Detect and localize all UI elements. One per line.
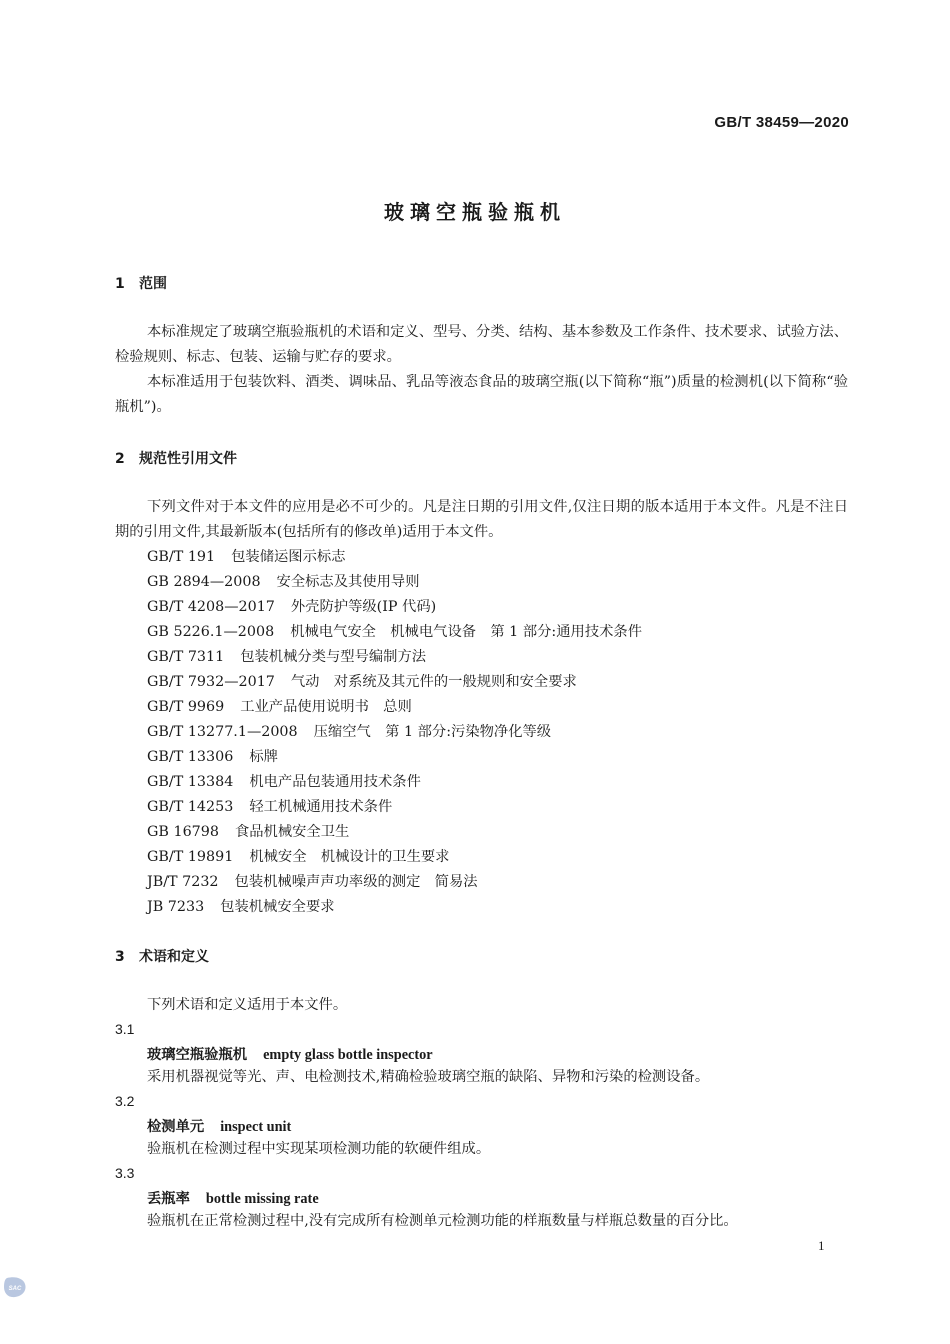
reference-title: 轻工机械通用技术条件 xyxy=(249,799,393,815)
reference-code: GB/T 7932—2017 xyxy=(147,674,275,690)
term-definition: 采用机器视觉等光、声、电检测技术,精确检验玻璃空瓶的缺陷、异物和污染的检测设备。 xyxy=(147,1069,710,1085)
reference-item xyxy=(147,620,642,645)
reference-item xyxy=(147,770,421,795)
term-name xyxy=(147,1116,291,1136)
reference-code: GB/T 7311 xyxy=(147,649,225,665)
reference-code: JB 7233 xyxy=(147,899,205,915)
reference-code: JB/T 7232 xyxy=(147,874,219,890)
reference-code: GB/T 13306 xyxy=(147,749,234,765)
term-name-cn: 玻璃空瓶验瓶机 xyxy=(147,1047,248,1063)
section-2-heading xyxy=(115,448,237,468)
term-name xyxy=(147,1188,319,1208)
reference-item xyxy=(147,820,349,845)
document-title: 玻璃空瓶验瓶机 xyxy=(384,200,566,224)
term-name-cn: 检测单元 xyxy=(147,1119,205,1135)
term-number: 3.2 xyxy=(115,1093,135,1109)
reference-title: 包装机械分类与型号编制方法 xyxy=(240,649,427,665)
scope-paragraph-2: 本标准适用于包装饮料、酒类、调味品、乳品等液态食品的玻璃空瓶(以下简称“瓶”)质量的检测机(以下简称“验瓶机”)。 xyxy=(115,374,848,415)
term-name-en: empty glass bottle inspector xyxy=(263,1047,433,1063)
reference-code: GB 2894—2008 xyxy=(147,574,261,590)
reference-code: GB 16798 xyxy=(147,824,219,840)
reference-item xyxy=(147,645,426,670)
reference-item xyxy=(147,895,335,920)
sac-logo-icon xyxy=(3,1276,27,1298)
reference-title: 包装机械噪声声功率级的测定 简易法 xyxy=(234,874,478,890)
reference-code: GB/T 9969 xyxy=(147,699,225,715)
reference-title: 安全标志及其使用导则 xyxy=(276,574,420,590)
reference-title: 工业产品使用说明书 总则 xyxy=(240,699,412,715)
reference-item xyxy=(147,745,278,770)
reference-title: 气动 对系统及其元件的一般规则和安全要求 xyxy=(290,674,577,690)
term-number: 3.1 xyxy=(115,1021,135,1037)
refs-intro-paragraph: 下列文件对于本文件的应用是必不可少的。凡是注日期的引用文件,仅注日期的版本适用于本文件。凡是不注日期的引用文件,其最新版本(包括所有的修改单)适用于本文件。 xyxy=(115,499,848,540)
reference-item xyxy=(147,720,551,745)
scope-paragraph-1: 本标准规定了玻璃空瓶验瓶机的术语和定义、型号、分类、结构、基本参数及工作条件、技术要求、试验方法、检验规则、标志、包装、运输与贮存的要求。 xyxy=(115,324,848,365)
reference-title: 标牌 xyxy=(249,749,278,765)
reference-code: GB/T 13384 xyxy=(147,774,234,790)
section-2-title: 规范性引用文件 xyxy=(139,451,237,467)
section-3-number: 3 xyxy=(115,949,125,965)
reference-title: 包装机械安全要求 xyxy=(220,899,335,915)
term-name-cn: 丢瓶率 xyxy=(147,1191,190,1207)
term-name-en: inspect unit xyxy=(220,1119,292,1135)
reference-title: 压缩空气 第 1 部分:污染物净化等级 xyxy=(313,724,552,740)
reference-item xyxy=(147,845,449,870)
term-definition: 验瓶机在检测过程中实现某项检测功能的软硬件组成。 xyxy=(147,1141,491,1157)
reference-code: GB/T 191 xyxy=(147,549,216,565)
reference-item xyxy=(147,595,436,620)
sac-logo-text: SAC xyxy=(8,1286,22,1292)
reference-item xyxy=(147,870,478,895)
reference-code: GB/T 14253 xyxy=(147,799,234,815)
section-3-title: 术语和定义 xyxy=(139,949,209,965)
term-name xyxy=(147,1044,433,1064)
section-3-heading xyxy=(115,946,209,966)
page-number: 1 xyxy=(818,1238,825,1253)
terms-intro-paragraph: 下列术语和定义适用于本文件。 xyxy=(147,997,348,1013)
section-1-heading xyxy=(115,273,167,293)
standard-number: GB/T 38459—2020 xyxy=(714,114,849,131)
reference-item xyxy=(147,795,392,820)
reference-code: GB/T 13277.1—2008 xyxy=(147,724,298,740)
term-name-en: bottle missing rate xyxy=(205,1191,319,1207)
reference-code: GB/T 4208—2017 xyxy=(147,599,275,615)
term-number: 3.3 xyxy=(115,1165,135,1181)
reference-item xyxy=(147,670,577,695)
reference-title: 食品机械安全卫生 xyxy=(234,824,350,840)
section-1-number: 1 xyxy=(115,276,125,292)
reference-title: 机械安全 机械设计的卫生要求 xyxy=(249,849,450,865)
reference-code: GB/T 19891 xyxy=(147,849,234,865)
section-1-title: 范围 xyxy=(139,276,167,292)
term-definition: 验瓶机在正常检测过程中,没有完成所有检测单元检测功能的样瓶数量与样瓶总数量的百分比。 xyxy=(147,1213,738,1229)
reference-title: 包装储运图示标志 xyxy=(231,549,346,565)
reference-code: GB 5226.1—2008 xyxy=(147,624,275,640)
reference-title: 机械电气安全 机械电气设备 第 1 部分:通用技术条件 xyxy=(290,624,643,640)
reference-title: 外壳防护等级(IP 代码) xyxy=(290,599,437,615)
section-2-number: 2 xyxy=(115,451,125,467)
reference-item xyxy=(147,570,420,595)
reference-title: 机电产品包装通用技术条件 xyxy=(249,774,421,790)
reference-item xyxy=(147,545,346,570)
reference-item xyxy=(147,695,412,720)
